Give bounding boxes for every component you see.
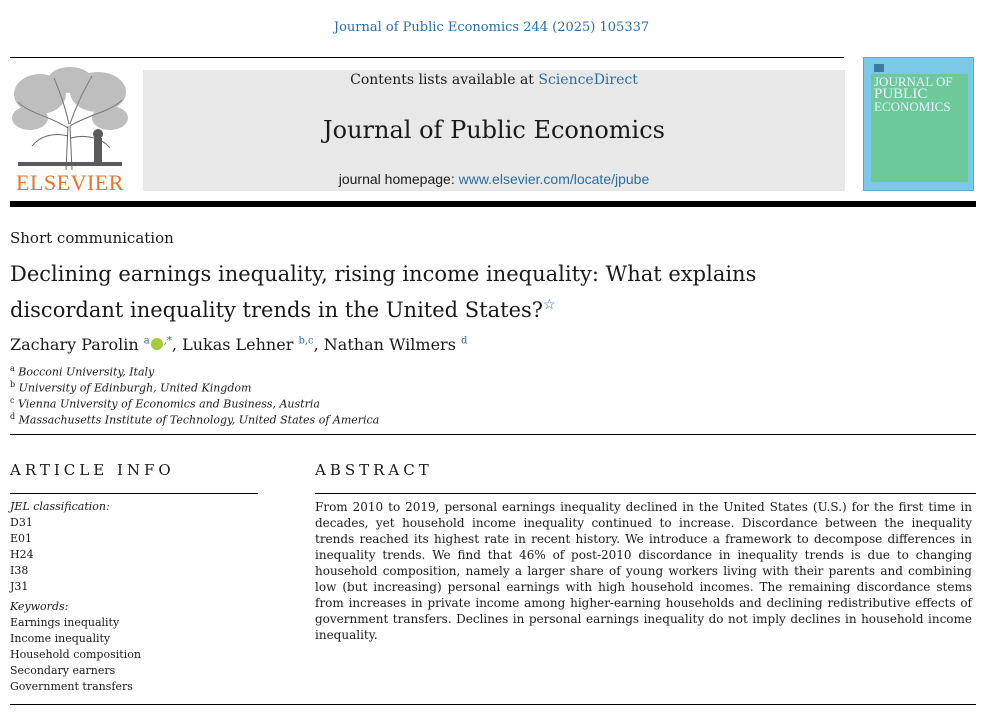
article-info-rule	[10, 493, 258, 494]
publisher-logo[interactable]	[10, 66, 130, 196]
jel-code: I38	[10, 564, 29, 577]
affiliation	[10, 364, 154, 379]
journal-cover[interactable]	[863, 57, 974, 191]
jel-code: H24	[10, 548, 34, 561]
abstract-text: From 2010 to 2019, personal earnings inequality declined in the United States (U.S.) for the first time in decades, yet household income inequality continued to increase. Discordance between the inequality trends reached its highest rate in recent history. We introduce a framework to decompose differences in inequality trends. We find that 46% of post-2010 discordance in inequality trends is due to changing household composition, namely a larger share of young workers living with their parents and combining low (but increasing) personal earnings with high household incomes. The remaining discordance stems from increases in private income among higher-earning households and declining redistributive effects of government transfers. Declines in personal earnings inequality do not imply declines in household income inequality.	[315, 500, 972, 642]
cover-title-line: JOURNAL OF	[874, 74, 953, 89]
keyword: Income inequality	[10, 632, 111, 645]
author-name[interactable]: Lukas Lehner	[182, 335, 294, 354]
jel-code: J31	[10, 580, 29, 593]
affiliation-text: Massachusetts Institute of Technology, United States of America	[18, 413, 380, 427]
top-rule	[10, 57, 844, 58]
publisher-name: ELSEVIER	[16, 170, 124, 195]
cover-title-line: PUBLIC	[874, 86, 928, 102]
journal-title: Journal of Public Economics	[323, 116, 665, 144]
journal-citation[interactable]: Journal of Public Economics 244 (2025) 105337	[333, 20, 650, 35]
corresponding-author-mark[interactable]: ,*	[163, 335, 172, 347]
article-title	[10, 259, 910, 326]
abstract-heading: ABSTRACT	[315, 461, 433, 479]
affiliation	[10, 380, 251, 395]
article-title-line: Declining earnings inequality, rising income inequality: What explains	[10, 262, 757, 286]
cover-title	[874, 76, 966, 112]
article-title-text: discordant inequality trends in the United States?	[10, 298, 544, 322]
sciencedirect-link[interactable]: ScienceDirect	[538, 72, 638, 88]
affiliation-text: Bocconi University, Italy	[18, 365, 155, 379]
affiliation-text: Vienna University of Economics and Business, Austria	[17, 397, 320, 411]
article-info	[10, 499, 258, 695]
bottom-rule	[10, 704, 976, 705]
affiliation	[10, 412, 379, 427]
author-name[interactable]: Zachary Parolin	[10, 335, 139, 354]
affiliation-key: c	[10, 396, 15, 405]
orcid-icon[interactable]	[151, 338, 163, 350]
contents-prefix: Contents lists available at	[350, 72, 539, 88]
homepage-line	[143, 171, 845, 187]
author-list: Zachary Parolin $^a$ ,*, Lukas Lehner $^{b,c}$, Nathan Wilmers $^d$	[10, 335, 468, 354]
affiliation-key: b	[10, 380, 16, 389]
jel-code: E01	[10, 532, 33, 545]
affiliation-key: d	[10, 412, 16, 421]
article-title-line	[10, 290, 910, 326]
tree-icon	[10, 66, 130, 170]
journal-masthead	[143, 70, 845, 191]
jel-code: D31	[10, 516, 33, 529]
title-footnote-mark[interactable]: ☆	[543, 297, 556, 313]
jel-label: JEL classification:	[10, 500, 110, 513]
author-affiliation-mark[interactable]: b,c	[298, 335, 314, 347]
header-rule	[10, 201, 976, 207]
author-name[interactable]: Nathan Wilmers	[323, 335, 456, 354]
affiliation-key: a	[10, 364, 15, 373]
keyword: Earnings inequality	[10, 616, 120, 629]
homepage-prefix: journal homepage:	[338, 171, 459, 187]
author-affiliation-mark[interactable]: d	[461, 335, 468, 347]
article-info-heading: ARTICLE INFO	[10, 461, 175, 479]
keywords-label: Keywords:	[10, 600, 69, 613]
affiliation	[10, 396, 320, 411]
abstract-rule	[315, 493, 976, 494]
contents-line	[143, 72, 845, 88]
section-rule	[10, 434, 976, 435]
cover-logo-icon	[874, 64, 884, 72]
author-affiliation-mark[interactable]: a	[143, 335, 150, 347]
keyword: Secondary earners	[10, 664, 116, 677]
homepage-link[interactable]: www.elsevier.com/locate/jpube	[458, 171, 650, 187]
affiliation-text: University of Edinburgh, United Kingdom	[18, 381, 252, 395]
keyword: Household composition	[10, 648, 141, 661]
article-type: Short communication	[10, 229, 174, 247]
keyword: Government transfers	[10, 680, 133, 693]
cover-title-line: ECONOMICS	[874, 99, 951, 114]
